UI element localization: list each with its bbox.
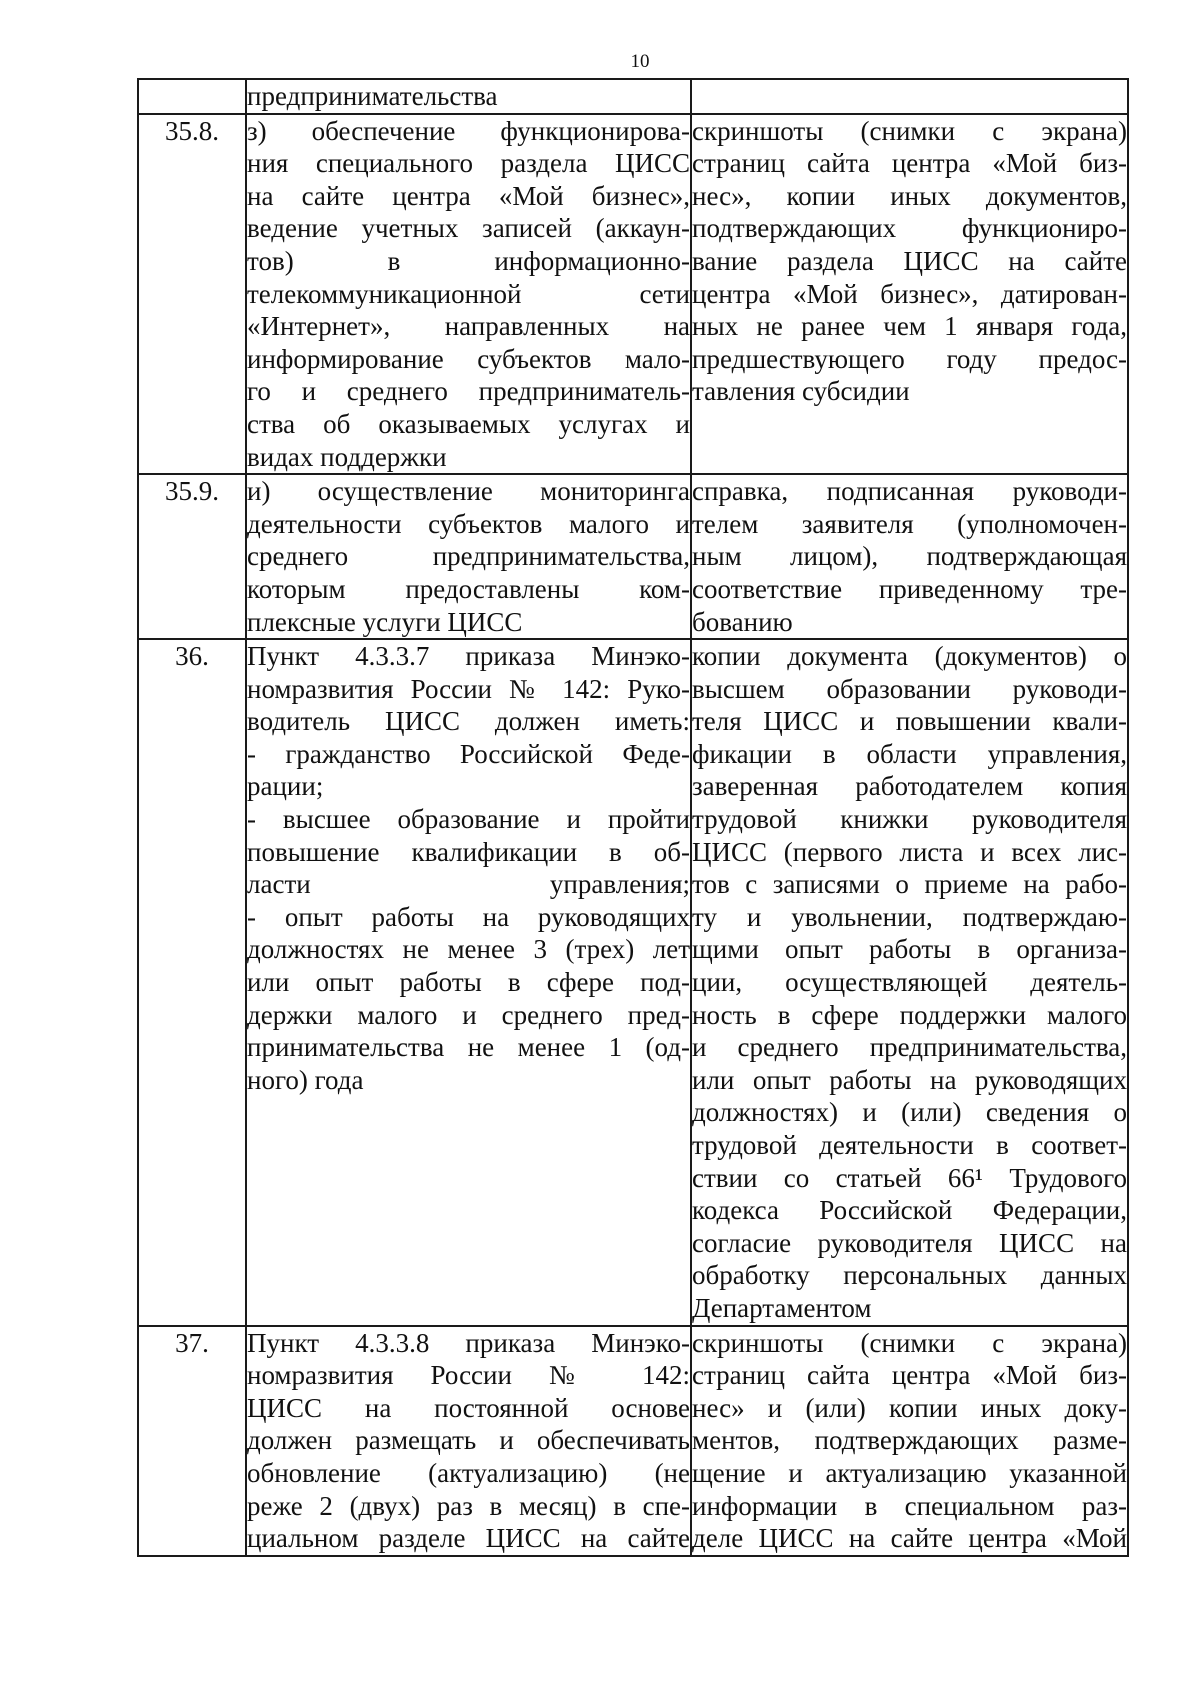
text-line: информации в специальном раз- [692, 1490, 1127, 1521]
text-line: предпринимательства [247, 81, 498, 111]
text-line: вание раздела ЦИСС на сайте [692, 245, 1127, 276]
text-line: деле ЦИСС на сайте центра «Мой [692, 1523, 1127, 1554]
text-line: скриншоты (снимки с экрана) [692, 1327, 1127, 1358]
text-line: которым предоставлены ком- [247, 573, 690, 604]
text-line: кодекса Российской Федерации, [692, 1195, 1127, 1226]
item-number-cell: 35.8. [138, 114, 246, 475]
text-line: ЦИСС (первого листа и всех лис- [692, 836, 1127, 867]
text-line: ментов, подтверждающих разме- [692, 1425, 1127, 1456]
text-line: ствии со статьей 66¹ Трудового [692, 1162, 1127, 1193]
text-line: водитель ЦИСС должен иметь: [247, 706, 690, 737]
text-line: держки малого и среднего пред- [247, 999, 690, 1030]
requirement-cell [246, 1326, 691, 1556]
text-line: ласти управления; [247, 869, 690, 900]
text-line: и) осуществление мониторинга [247, 476, 690, 507]
text-line: номразвития России № 142: Руко- [247, 673, 690, 704]
table-row [138, 114, 1128, 475]
requirement-cell [246, 114, 691, 475]
text-line: справка, подписанная руководи- [692, 476, 1127, 507]
text-line: должен размещать и обеспечивать [247, 1425, 690, 1456]
text-line: соответствие приведенному тре- [692, 573, 1127, 604]
text-line: - гражданство Российской Феде- [247, 738, 690, 769]
text-line: теля ЦИСС и повышении квали- [692, 706, 1127, 737]
text-line: ЦИСС на постоянной основе [247, 1392, 690, 1423]
text-line: ства об оказываемых услугах и [247, 408, 690, 439]
text-line: ного) года [247, 1064, 364, 1095]
text-line: и среднего предпринимательства, [692, 1032, 1127, 1063]
item-number-cell: 35.9. [138, 474, 246, 639]
documents-cell [691, 1326, 1128, 1556]
item-number-cell [138, 79, 246, 114]
documents-cell [691, 114, 1128, 475]
documents-cell [691, 79, 1128, 114]
text-line: на сайте центра «Мой бизнес», [247, 180, 690, 211]
text-line: принимательства не менее 1 (од- [247, 1032, 690, 1063]
text-line: бованию [692, 606, 793, 637]
text-line: ния специального раздела ЦИСС [247, 148, 690, 179]
text-line: согласие руководителя ЦИСС на [692, 1227, 1127, 1258]
text-line: щение и актуализацию указанной [692, 1457, 1127, 1488]
text-line: нес» и (или) копии иных доку- [692, 1392, 1127, 1423]
text-line: информирование субъектов мало- [247, 343, 690, 374]
text-line: Пункт 4.3.3.8 приказа Минэко- [247, 1327, 690, 1358]
text-line: фикации в области управления, [692, 738, 1127, 769]
text-line: страниц сайта центра «Мой биз- [692, 1360, 1127, 1391]
table-row [138, 79, 1128, 114]
table-row [138, 1326, 1128, 1556]
requirement-cell [246, 79, 691, 114]
text-line: или опыт работы на руководящих [692, 1064, 1127, 1095]
text-line: видах поддержки [247, 441, 447, 472]
text-line: подтверждающих функциониро- [692, 213, 1127, 244]
text-line: ведение учетных записей (аккаун- [247, 213, 690, 244]
item-number-cell: 36. [138, 639, 246, 1325]
text-line: трудовой книжки руководителя [692, 804, 1127, 835]
requirements-table [137, 78, 1129, 1557]
text-line: з) обеспечение функционирова- [247, 115, 690, 146]
table-row [138, 474, 1128, 639]
text-line: «Интернет», направленных на [247, 311, 690, 342]
text-line: заверенная работодателем копия [692, 771, 1127, 802]
text-line: ность в сфере поддержки малого [692, 999, 1127, 1030]
documents-cell [691, 639, 1128, 1325]
text-line: Департаментом [692, 1292, 872, 1323]
text-line: ции, осуществляющей деятель- [692, 967, 1127, 998]
text-line: должностях не менее 3 (трех) лет [247, 934, 690, 965]
page-number: 10 [630, 51, 650, 72]
text-line: центра «Мой бизнес», датирован- [692, 278, 1127, 309]
text-line: копии документа (документов) о [692, 641, 1127, 672]
text-line: реже 2 (двух) раз в месяц) в спе- [247, 1490, 690, 1521]
text-line: го и среднего предприниматель- [247, 376, 690, 407]
text-line: обновление (актуализацию) (не [247, 1457, 690, 1488]
text-line: нес», копии иных документов, [692, 180, 1127, 211]
text-line: или опыт работы в сфере под- [247, 967, 690, 998]
table-row [138, 639, 1128, 1325]
text-line: ных не ранее чем 1 января года, [692, 311, 1127, 342]
text-line: тов) в информационно- [247, 245, 690, 276]
text-line: телекоммуникационной сети [247, 278, 690, 309]
text-line: среднего предпринимательства, [247, 541, 690, 572]
text-line: должностях) и (или) сведения о [692, 1097, 1127, 1128]
text-line: высшем образовании руководи- [692, 673, 1127, 704]
documents-cell [691, 474, 1128, 639]
text-line: плексные услуги ЦИСС [247, 606, 523, 637]
text-line: ту и увольнении, подтверждаю- [692, 901, 1127, 932]
text-line: ным лицом), подтверждающая [692, 541, 1127, 572]
text-line: предшествующего году предос- [692, 343, 1127, 374]
text-line: тавления субсидии [692, 376, 910, 407]
text-line: страниц сайта центра «Мой биз- [692, 148, 1127, 179]
item-number-cell: 37. [138, 1326, 246, 1556]
text-line: Пункт 4.3.3.7 приказа Минэко- [247, 641, 690, 672]
requirement-cell [246, 639, 691, 1325]
text-line: деятельности субъектов малого и [247, 508, 690, 539]
text-line: циальном разделе ЦИСС на сайте [247, 1523, 690, 1554]
text-line: повышение квалификации в об- [247, 836, 690, 867]
text-line: скриншоты (снимки с экрана) [692, 115, 1127, 146]
text-line: трудовой деятельности в соответ- [692, 1130, 1127, 1160]
text-line: обработку персональных данных [692, 1260, 1127, 1291]
text-line: тов с записями о приеме на рабо- [692, 869, 1127, 900]
text-line: номразвития России № 142: [247, 1360, 690, 1391]
text-line: телем заявителя (уполномочен- [692, 508, 1127, 539]
text-line: рации; [247, 771, 324, 802]
text-line: - опыт работы на руководящих [247, 901, 690, 932]
text-line: щими опыт работы в организа- [692, 934, 1127, 965]
requirement-cell [246, 474, 691, 639]
text-line: - высшее образование и пройти [247, 804, 690, 835]
